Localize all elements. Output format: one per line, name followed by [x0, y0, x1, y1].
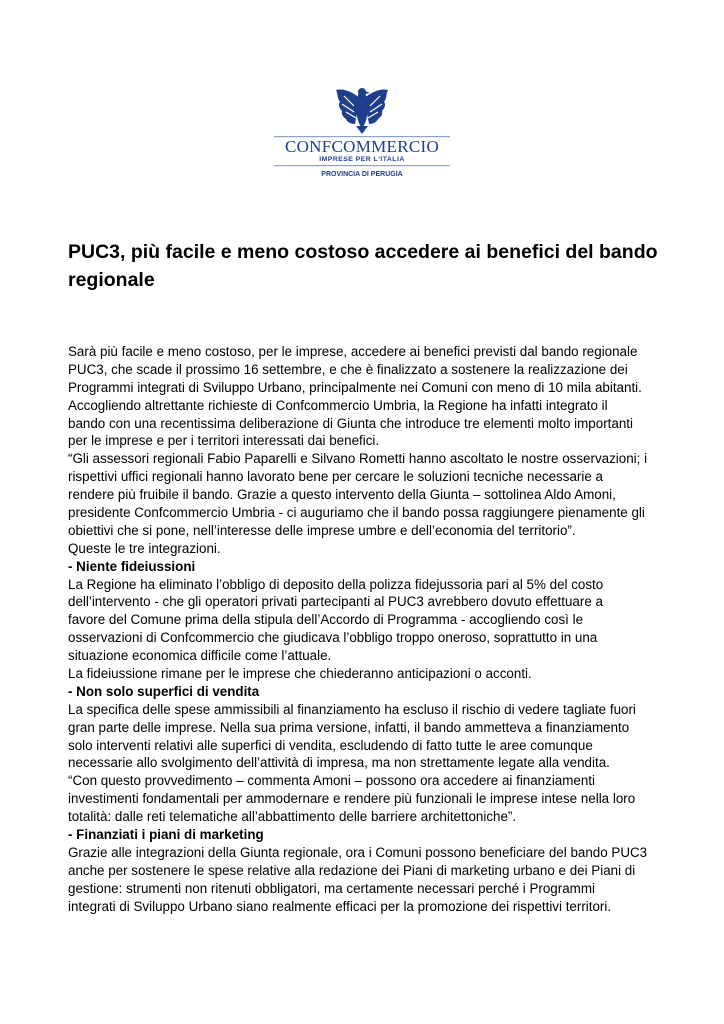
body-text-line: investimenti fondamentali per ammodernare e rendere più funzionali le imprese intese nella loro: [68, 791, 636, 807]
body-text-line: dell’intervento - che gli operatori privati partecipanti al PUC3 avrebbero dovuto effettuare a: [68, 594, 603, 610]
body-text-line: integrati di Sviluppo Urbano siano realmente efficaci per la promozione dei rispettivi territori.: [68, 898, 612, 914]
body-text-line: rendere più fruibile il bando. Grazie a questo intervento della Giunta – sottolinea Aldo Amoni,: [68, 487, 616, 503]
body-text-line: situazione economica difficile come l’attuale.: [68, 648, 332, 664]
body-text-line: osservazioni di Confcommercio che giudicava l’obbligo troppo oneroso, soprattutto in una: [68, 630, 598, 646]
body-text-line: La fideiussione rimane per le imprese che chiederanno anticipazioni o acconti.: [68, 666, 532, 682]
body-text-line: PUC3, che scade il prossimo 16 settembre, e che è finalizzato a sostenere la realizzazione dei: [68, 361, 628, 377]
body-text-line: “Con questo provvedimento – commenta Amoni – possono ora accedere ai finanziamenti: [68, 773, 595, 789]
body-text-line: totalità: dalle reti telematiche all’abbattimento delle barriere architettoniche”.: [68, 809, 517, 825]
body-text-line: favore del Comune prima della stipula dell’Accordo di Programma - accogliendo così le: [68, 612, 584, 628]
body-text-line: Programmi integrati di Sviluppo Urbano, principalmente nei Comuni con meno di 10 mila abitanti.: [68, 379, 642, 395]
confcommercio-logo: [274, 84, 450, 180]
body-text-line: La specifica delle spese ammissibili al finanziamento ha escluso il rischio di vedere tagliate fuori: [68, 701, 636, 717]
section-heading: - Finanziati i piani di marketing: [68, 827, 264, 843]
logo-province: PROVINCIA DI PERUGIA: [321, 171, 403, 178]
article-title-line: PUC3, più facile e meno costoso accedere ai benefici del bando: [68, 241, 658, 263]
logo-graphic: [274, 84, 450, 180]
body-text-line: Grazie alle integrazioni della Giunta regionale, ora i Comuni possono beneficiare del bando PUC3: [68, 844, 648, 860]
section-heading: - Non solo superfici di vendita: [68, 683, 260, 699]
body-text-line: gran parte delle imprese. Nella sua prima versione, infatti, il bando ammetteva a finanziamento: [68, 719, 630, 735]
logo-brand-text: CONFCOMMERCIO: [284, 137, 440, 156]
section-heading: - Niente fideiussioni: [68, 558, 196, 574]
body-text-line: Queste le tre integrazioni.: [68, 540, 221, 556]
logo-tagline: IMPRESE PER L'ITALIA: [319, 156, 405, 163]
body-text-line: rispettivi uffici regionali hanno lavorato bene per cercare le soluzioni tecniche necessarie a: [68, 469, 603, 485]
eagle-icon: [336, 88, 388, 134]
body-text-line: “Gli assessori regionali Fabio Paparelli e Silvano Rometti hanno ascoltato le nostre osservazioni; i: [68, 451, 648, 467]
body-text-line: bando con una recentissima deliberazione di Giunta che introduce tre elementi molto importanti: [68, 415, 633, 431]
body-text-line: solo interventi relativi alle superfici di vendita, escludendo di fatto tutte le aree comunque: [68, 737, 593, 753]
body-text-line: gestione: strumenti non ritenuti obbligatori, ma certamente necessari perché i Programmi: [68, 880, 595, 896]
body-text-line: Accogliendo altrettante richieste di Confcommercio Umbria, la Regione ha infatti integrato il: [68, 397, 608, 413]
body-text-line: presidente Confcommercio Umbria - ci auguriamo che il bando possa raggiungere pienamente gli: [68, 505, 645, 521]
article-body: [68, 343, 668, 916]
article-title: [68, 238, 668, 294]
body-text-line: anche per sostenere le spese relative alla redazione dei Piani di marketing urbano e dei Piani di: [68, 862, 636, 878]
article-title-line: regionale: [68, 269, 155, 291]
body-text-line: La Regione ha eliminato l’obbligo di deposito della polizza fidejussoria pari al 5% del costo: [68, 576, 604, 592]
body-text-line: Sarà più facile e meno costoso, per le imprese, accedere ai benefici previsti dal bando regionale: [68, 344, 638, 359]
body-text-line: necessarie allo svolgimento dell’attività di impresa, ma non strettamente legate alla vendita.: [68, 755, 610, 771]
body-text-line: obiettivi che si pone, nell’interesse delle imprese umbre e dell’economia del territorio”.: [68, 522, 576, 538]
body-text-line: per le imprese e per i territori interessati dai benefici.: [68, 433, 380, 449]
logo-bottom-rule: [274, 165, 450, 166]
